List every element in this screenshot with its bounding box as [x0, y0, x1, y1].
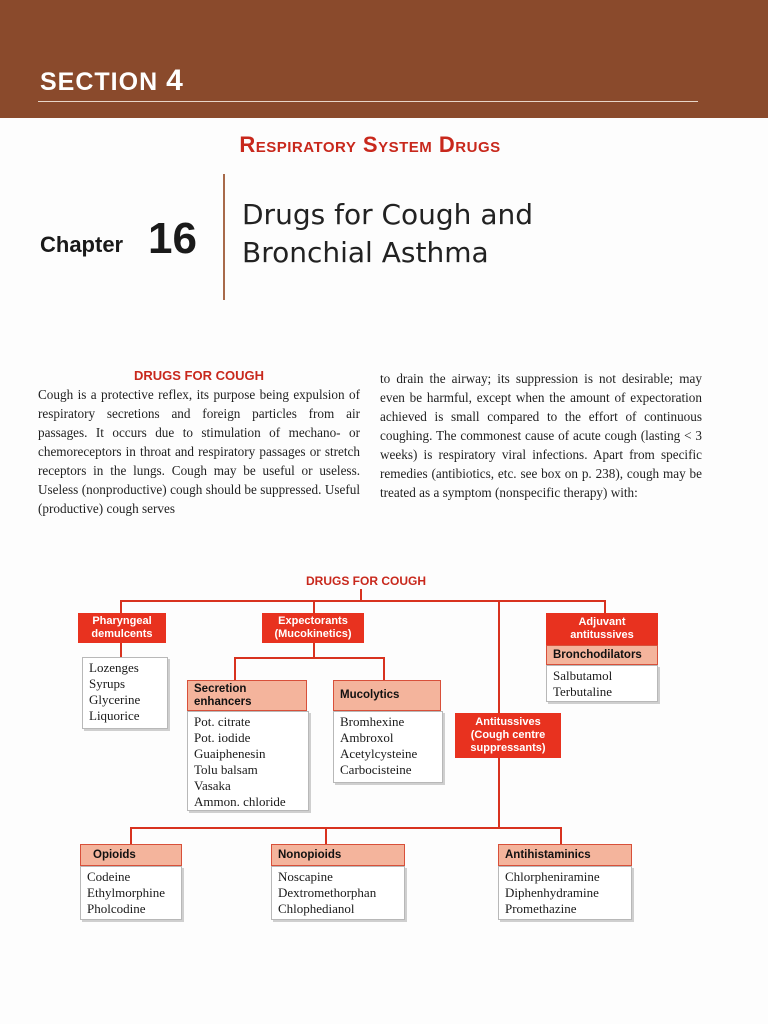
adjuvant-antitussives-box: Adjuvant antitussives	[546, 613, 658, 645]
mucolytics-list	[333, 711, 443, 783]
list-item: Guaiphenesin	[194, 746, 266, 761]
band-divider	[38, 101, 698, 102]
pharyngeal-demulcents-box: Pharyngeal demulcents	[78, 613, 166, 643]
list-item: Terbutaline	[553, 684, 613, 699]
connector	[120, 600, 122, 614]
opioids-header: Opioids	[80, 844, 182, 866]
list-item: Pholcodine	[87, 901, 146, 916]
chapter-title-line1: Drugs for Cough and	[242, 198, 534, 231]
section-label	[40, 64, 184, 98]
connector	[498, 600, 500, 714]
connector	[234, 657, 384, 659]
list-item: Bromhexine	[340, 714, 405, 729]
connector	[325, 827, 327, 844]
chart-title: DRUGS FOR COUGH	[306, 574, 426, 588]
opioids-list	[80, 866, 182, 920]
list-item: Ambroxol	[340, 730, 394, 745]
bronchodilators-header: Bronchodilators	[546, 645, 658, 665]
list-item: Syrups	[89, 676, 126, 691]
connector	[120, 600, 606, 602]
connector	[120, 642, 122, 658]
antihistaminics-list	[498, 866, 632, 920]
connector	[383, 657, 385, 680]
nonopioids-header: Nonopioids	[271, 844, 405, 866]
antitussives-box: Antitussives (Cough centre suppressants)	[455, 713, 561, 758]
list-item: Pot. iodide	[194, 730, 251, 745]
list-item: Salbutamol	[553, 668, 613, 683]
list-item: Tolu balsam	[194, 762, 258, 777]
nonopioids-list	[271, 866, 405, 920]
section-word: SECTION	[40, 68, 159, 96]
mucolytics-header: Mucolytics	[333, 680, 441, 711]
list-item: Chlorpheniramine	[505, 869, 600, 884]
chapter-divider	[223, 174, 225, 300]
list-item: Codeine	[87, 869, 131, 884]
connector	[234, 657, 236, 680]
chapter-number: 16	[148, 214, 197, 263]
list-item: Liquorice	[89, 708, 140, 723]
list-item: Dextromethorphan	[278, 885, 377, 900]
secretion-enhancers-list	[187, 711, 309, 811]
list-item: Pot. citrate	[194, 714, 251, 729]
list-item: Glycerine	[89, 692, 141, 707]
pharyngeal-demulcents-list	[82, 657, 168, 729]
connector	[498, 757, 500, 829]
list-item: Noscapine	[278, 869, 333, 884]
list-item: Carbocisteine	[340, 762, 412, 777]
list-item: Chlophedianol	[278, 901, 355, 916]
connector	[560, 827, 562, 844]
bronchodilators-list	[546, 665, 658, 702]
connector	[130, 827, 562, 829]
expectorants-box: Expectorants (Mucokinetics)	[262, 613, 364, 643]
chapter-title	[242, 196, 533, 272]
connector	[130, 827, 132, 844]
connector	[313, 600, 315, 613]
list-item: Vasaka	[194, 778, 231, 793]
antihistaminics-header: Antihistaminics	[498, 844, 632, 866]
list-item: Lozenges	[89, 660, 139, 675]
chapter-word: Chapter	[40, 232, 124, 257]
section-number: 4	[166, 64, 184, 97]
part-title: Respiratory System Drugs	[239, 132, 501, 157]
body-column-2: to drain the airway; its suppression is not desirable; may even be harmful, except when the amount of expectoration achieved is small compared to the effort of continuous coughing. The commonest cause of acute cough (lasting < 3 weeks) is respiratory viral infections. Apart from specific remedies (antibiotics, etc. see box on p. 238), cough may be treated as a symptom (nonspecific therapy) with:	[380, 371, 702, 500]
list-item: Acetylcysteine	[340, 746, 418, 761]
list-item: Ethylmorphine	[87, 885, 165, 900]
list-item: Promethazine	[505, 901, 577, 916]
chapter-title-line2: Bronchial Asthma	[242, 236, 489, 269]
connector	[604, 600, 606, 614]
body-column-1: Cough is a protective reflex, its purpose being expulsion of respiratory secretions and foreign particles from air passages. It occurs due to stimulation of mechano- or chemoreceptors in throat and respiratory passages or stretch receptors in the lungs. Cough may be useful or useless. Useless (nonproductive) cough should be suppressed. Useful (productive) cough serves	[38, 387, 360, 516]
list-item: Ammon. chloride	[194, 794, 286, 809]
connector	[313, 643, 315, 658]
secretion-enhancers-header: Secretion enhancers	[187, 680, 307, 711]
subhead: DRUGS FOR COUGH	[134, 368, 264, 383]
list-item: Diphenhydramine	[505, 885, 599, 900]
